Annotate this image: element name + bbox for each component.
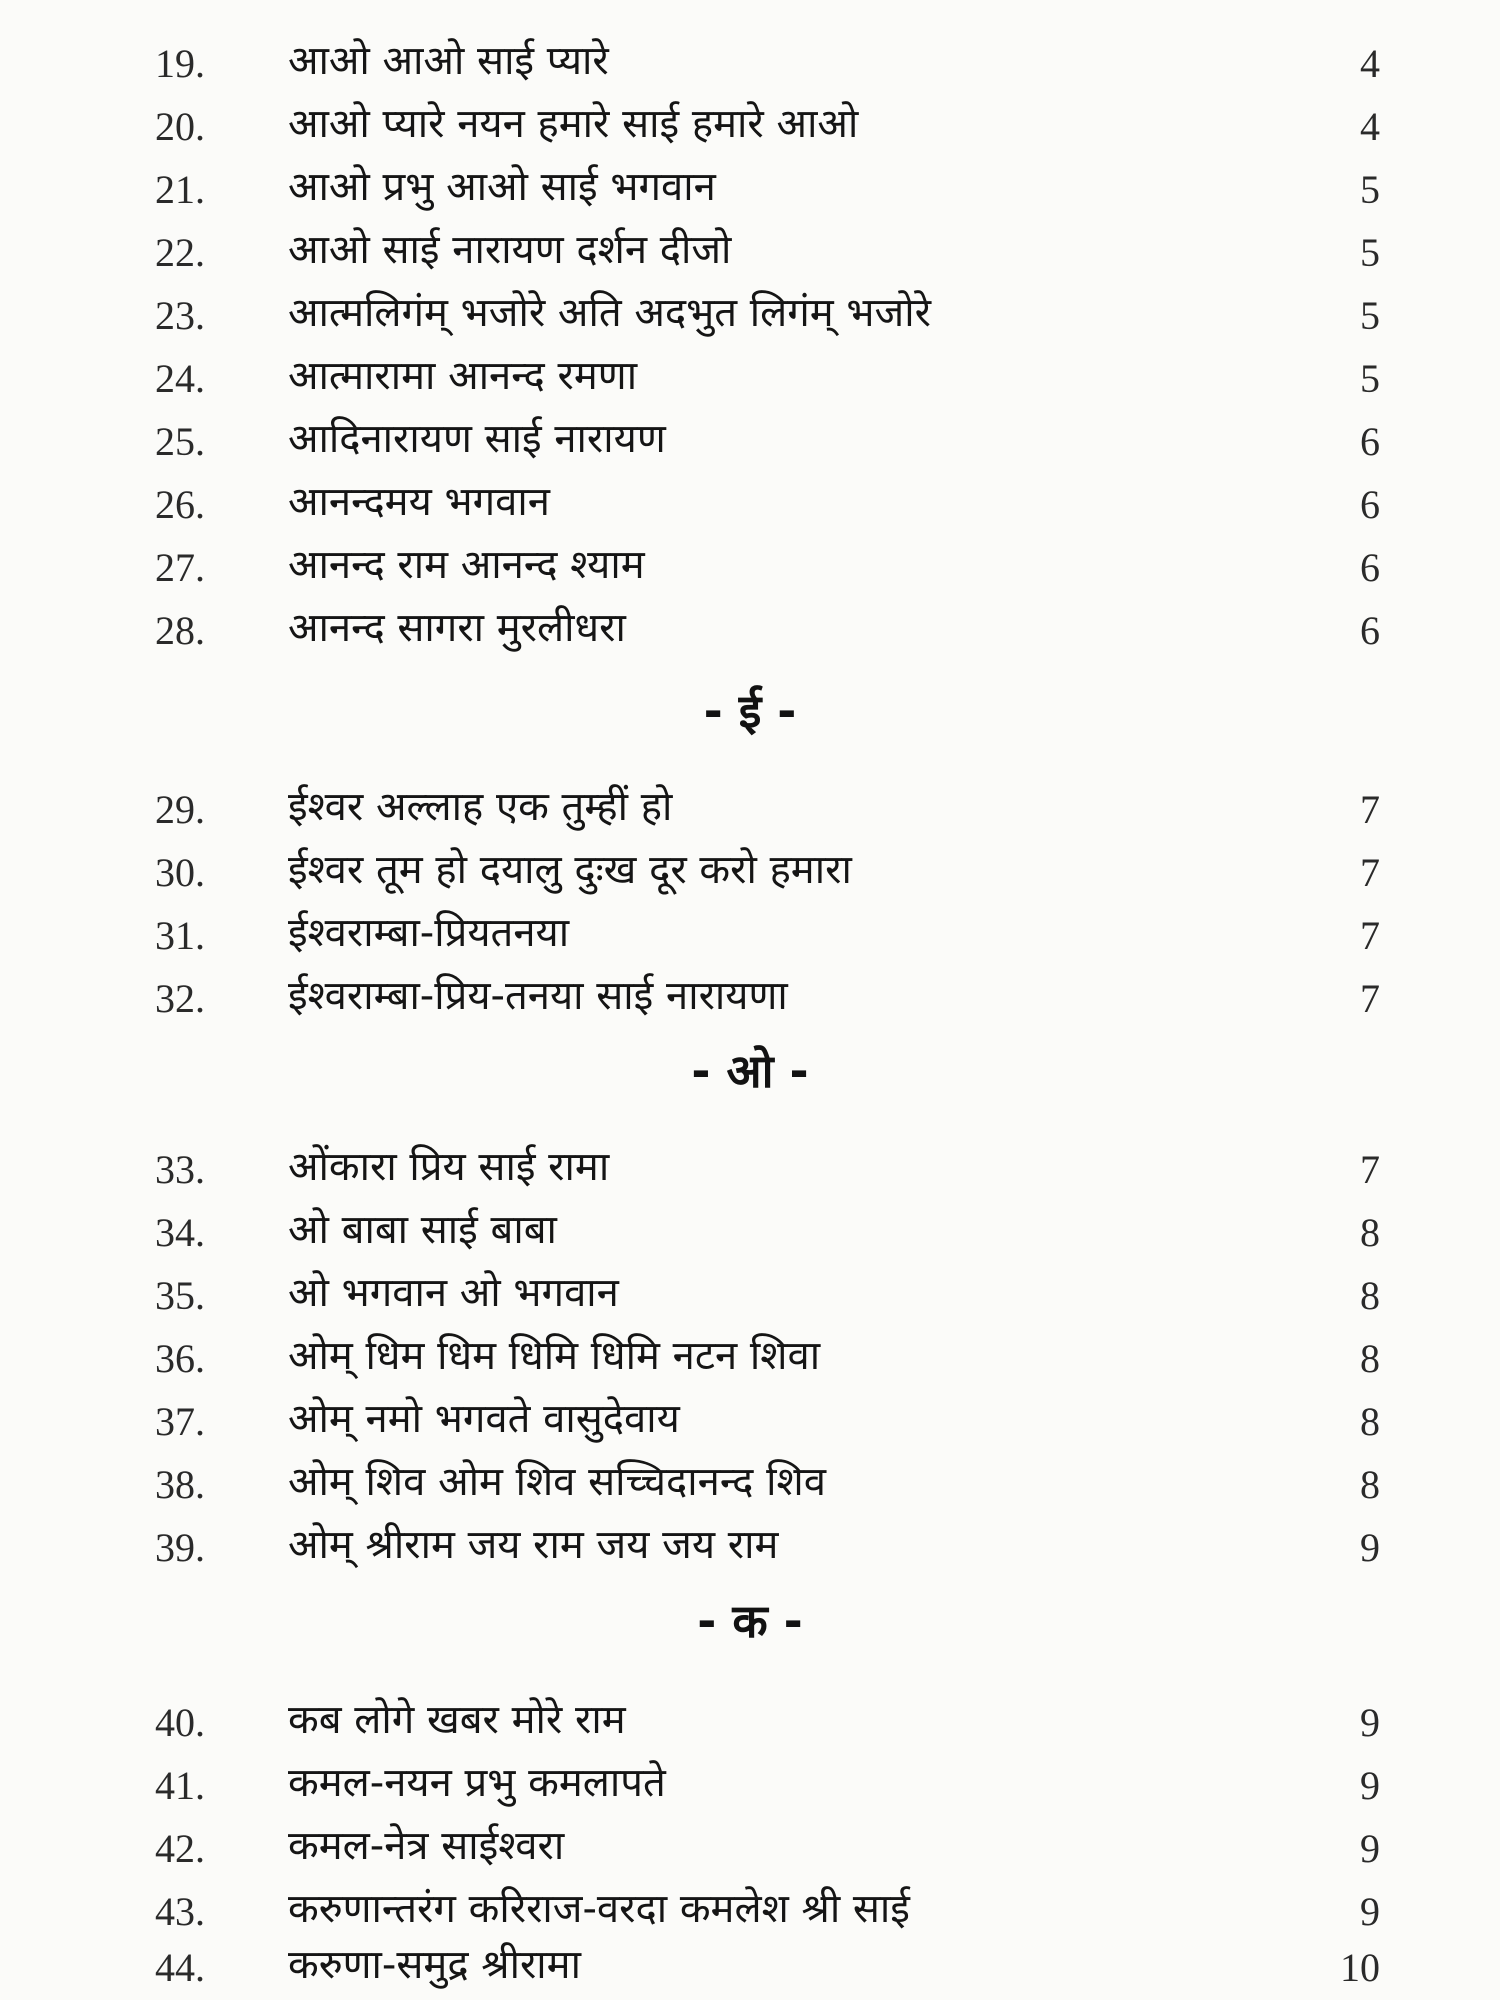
entry-title: ओंकारा प्रिय साई रामा <box>288 1144 610 1190</box>
entry-number: 44. <box>155 1945 205 1990</box>
entry-page-number: 6 <box>1360 545 1380 590</box>
entry-title: करुणान्तरंग करिराज-वरदा कमलेश श्री साई <box>288 1886 910 1932</box>
entry-page-number: 7 <box>1360 850 1380 895</box>
entry-title: ईश्वराम्बा-प्रिय-तनया साई नारायणा <box>288 973 788 1019</box>
index-entry <box>0 406 1500 470</box>
entry-title: ओ भगवान ओ भगवान <box>288 1270 619 1316</box>
entry-number: 21. <box>155 167 205 212</box>
entry-title: आत्मलिगंम् भजोरे अति अदभुत लिगंम् भजोरे <box>288 290 931 336</box>
section-heading-o: - ओ - <box>691 1044 809 1098</box>
entry-title: कमल-नेत्र साईश्वरा <box>288 1823 565 1869</box>
entry-title: ओम् नमो भगवते वासुदेवाय <box>288 1396 680 1442</box>
index-entry <box>0 774 1500 838</box>
section-heading-ka: - क - <box>697 1594 803 1648</box>
entry-title: आदिनारायण साई नारायण <box>288 416 666 462</box>
index-entry <box>0 1323 1500 1387</box>
entry-page-number: 7 <box>1360 976 1380 1021</box>
index-entry <box>0 532 1500 596</box>
entry-page-number: 6 <box>1360 482 1380 527</box>
entry-number: 23. <box>155 293 205 338</box>
index-entry <box>0 154 1500 218</box>
entry-page-number: 6 <box>1360 419 1380 464</box>
entry-number: 35. <box>155 1273 205 1318</box>
index-entry <box>0 343 1500 407</box>
entry-page-number: 4 <box>1360 41 1380 86</box>
entry-page-number: 8 <box>1360 1273 1380 1318</box>
index-entry <box>0 28 1500 92</box>
entry-title: आओ प्रभु आओ साई भगवान <box>288 164 716 210</box>
index-entry <box>0 1260 1500 1324</box>
entry-title: आओ आओ साई प्यारे <box>288 38 609 84</box>
entry-title: आओ साई नारायण दर्शन दीजो <box>288 227 732 273</box>
index-entry <box>0 1687 1500 1751</box>
index-entry <box>0 595 1500 659</box>
entry-title: कमल-नयन प्रभु कमलापते <box>288 1760 666 1806</box>
entry-title: आओ प्यारे नयन हमारे साई हमारे आओ <box>288 101 859 147</box>
section-heading-ee: - ई - <box>703 684 797 738</box>
entry-title: आत्मारामा आनन्द रमणा <box>288 353 638 399</box>
index-entry <box>0 1876 1500 1940</box>
entry-number: 42. <box>155 1826 205 1871</box>
entry-title: करुणा-समुद्र श्रीरामा <box>288 1942 581 1988</box>
index-entry <box>0 1386 1500 1450</box>
entry-page-number: 5 <box>1360 167 1380 212</box>
entry-title: ओम् धिम धिम धिमि धिमि नटन शिवा <box>288 1333 821 1379</box>
index-entry <box>0 837 1500 901</box>
entry-number: 26. <box>155 482 205 527</box>
entry-number: 40. <box>155 1700 205 1745</box>
entry-page-number: 7 <box>1360 1147 1380 1192</box>
index-entry <box>0 469 1500 533</box>
entry-number: 38. <box>155 1462 205 1507</box>
entry-title: ओम् शिव ओम शिव सच्चिदानन्द शिव <box>288 1459 826 1505</box>
entry-number: 43. <box>155 1889 205 1934</box>
entry-page-number: 10 <box>1340 1945 1380 1990</box>
entry-page-number: 5 <box>1360 356 1380 401</box>
index-entry <box>0 1197 1500 1261</box>
entry-number: 39. <box>155 1525 205 1570</box>
entry-page-number: 8 <box>1360 1210 1380 1255</box>
entry-number: 27. <box>155 545 205 590</box>
entry-title: ईश्वराम्बा-प्रियतनया <box>288 910 570 956</box>
entry-page-number: 6 <box>1360 608 1380 653</box>
entry-page-number: 9 <box>1360 1763 1380 1808</box>
entry-number: 41. <box>155 1763 205 1808</box>
entry-page-number: 5 <box>1360 293 1380 338</box>
entry-title: कब लोगे खबर मोरे राम <box>288 1697 626 1743</box>
index-entry <box>0 280 1500 344</box>
entry-number: 19. <box>155 41 205 86</box>
index-entry <box>0 1813 1500 1877</box>
entry-number: 20. <box>155 104 205 149</box>
entry-page-number: 7 <box>1360 787 1380 832</box>
entry-title: आनन्द राम आनन्द श्याम <box>288 542 645 588</box>
entry-page-number: 4 <box>1360 104 1380 149</box>
entry-number: 25. <box>155 419 205 464</box>
entry-number: 34. <box>155 1210 205 1255</box>
entry-page-number: 9 <box>1360 1889 1380 1934</box>
entry-title: ईश्वर तूम हो दयालु दुःख दूर करो हमारा <box>288 847 852 893</box>
entry-page-number: 7 <box>1360 913 1380 958</box>
index-entry <box>0 217 1500 281</box>
entry-page-number: 9 <box>1360 1525 1380 1570</box>
entry-page-number: 8 <box>1360 1399 1380 1444</box>
entry-title: आनन्दमय भगवान <box>288 479 550 525</box>
index-entry <box>0 1750 1500 1814</box>
entry-page-number: 5 <box>1360 230 1380 275</box>
entry-number: 22. <box>155 230 205 275</box>
entry-page-number: 9 <box>1360 1826 1380 1871</box>
index-entry <box>0 900 1500 964</box>
index-entry <box>0 1449 1500 1513</box>
entry-title: आनन्द सागरा मुरलीधरा <box>288 605 626 651</box>
entry-number: 30. <box>155 850 205 895</box>
entry-title: ओ बाबा साई बाबा <box>288 1207 557 1253</box>
entry-page-number: 9 <box>1360 1700 1380 1745</box>
entry-number: 24. <box>155 356 205 401</box>
entry-number: 28. <box>155 608 205 653</box>
entry-title: ईश्वर अल्लाह एक तुम्हीं हो <box>288 784 673 830</box>
entry-number: 37. <box>155 1399 205 1444</box>
entry-number: 32. <box>155 976 205 1021</box>
entry-number: 36. <box>155 1336 205 1381</box>
entry-number: 29. <box>155 787 205 832</box>
index-entry <box>0 963 1500 1027</box>
entry-page-number: 8 <box>1360 1336 1380 1381</box>
index-entry <box>0 1512 1500 1576</box>
entry-title: ओम् श्रीराम जय राम जय जय राम <box>288 1522 779 1568</box>
entry-number: 33. <box>155 1147 205 1192</box>
index-entry <box>0 1134 1500 1198</box>
entry-page-number: 8 <box>1360 1462 1380 1507</box>
index-entry <box>0 1932 1500 1996</box>
entry-number: 31. <box>155 913 205 958</box>
index-entry <box>0 91 1500 155</box>
